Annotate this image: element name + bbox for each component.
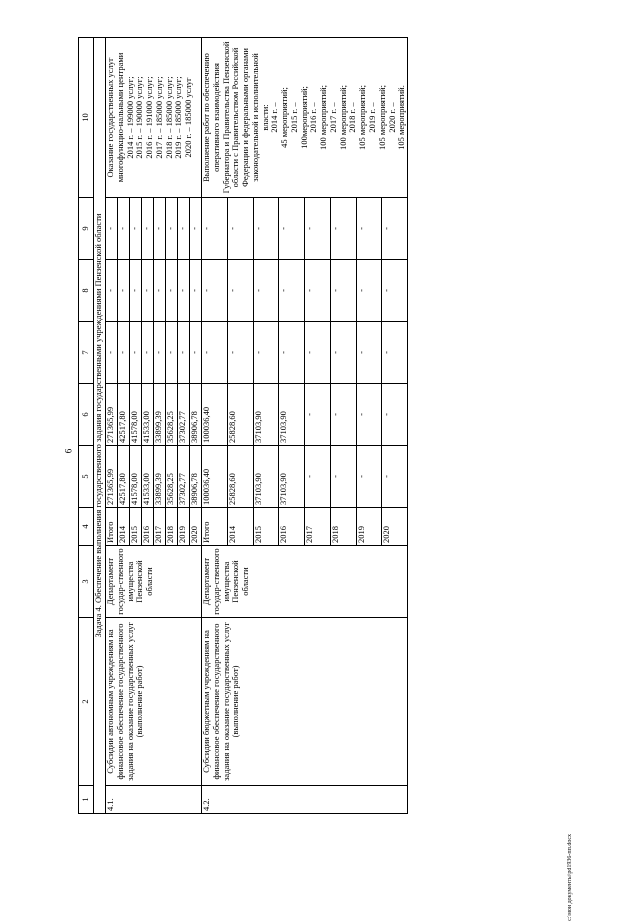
value-cell: - [154,322,166,384]
value-cell: - [330,446,356,508]
year-cell: 2016 [279,508,305,546]
year-cell: 2020 [382,508,408,546]
value-cell: - [382,384,408,446]
footer-file-path: c:\мои документы\pd1936-пп.docx [567,834,573,921]
value-cell: 100036,40 [202,446,228,508]
value-cell: 41533,00 [142,384,154,446]
value-cell: 42517,80 [118,446,130,508]
value-cell: - [142,322,154,384]
task-row [94,38,106,814]
value-cell: 37103,90 [279,446,305,508]
row-number: 4.2. [202,786,408,814]
value-cell: - [118,322,130,384]
value-cell: - [382,198,408,260]
value-cell: - [154,198,166,260]
value-cell: - [142,198,154,260]
value-cell: - [130,322,142,384]
value-cell: - [279,198,305,260]
value-cell: 25828,60 [227,384,253,446]
executor: Департамент государ-ственного имущества Пензенской области [106,546,202,618]
value-cell: - [166,198,178,260]
value-cell: 35628,25 [166,384,178,446]
value-cell: - [106,322,118,384]
value-cell: - [202,260,228,322]
value-cell: - [227,260,253,322]
value-cell: - [190,260,202,322]
value-cell: 33899,39 [154,384,166,446]
value-cell: 37103,90 [253,384,279,446]
header-cell: 9 [79,198,94,260]
value-cell: - [305,198,331,260]
year-cell: Итого [106,508,118,546]
table-row [202,38,228,814]
header-cell: 7 [79,322,94,384]
indicator: Оказание государственных услуг многофункцио-нальными центрами 2014 г. – 199000 услуг; 2015 г. – 190000 услуг; 2016 г. – 191000 услуг; 2017 г. – 185000 услуг; 2018 г. – 185000 услуг; 2019 г. – 185000 услуг; 2020 г. – 185000 услуг [106,38,202,198]
value-cell: - [130,198,142,260]
row-number: 4.1. [106,786,202,814]
year-cell: 2018 [166,508,178,546]
program-table [78,37,408,814]
value-cell: - [356,322,382,384]
value-cell: - [118,260,130,322]
header-cell: 2 [79,618,94,786]
value-cell: - [190,198,202,260]
task-title: Задача 4. Обеспечение выполнения государственного задания государственными учреждениями Пензенской области [94,38,106,814]
year-cell: 2019 [178,508,190,546]
year-cell: 2017 [305,508,331,546]
value-cell: - [279,260,305,322]
year-cell: 2014 [227,508,253,546]
header-cell: 8 [79,260,94,322]
value-cell: - [356,384,382,446]
value-cell: 33899,39 [154,446,166,508]
year-cell: 2018 [330,508,356,546]
header-cell: 3 [79,546,94,618]
value-cell: - [178,322,190,384]
measure-name: Субсидии бюджетным учреждениям на финансовое обеспечение государственного задания на оказание государственных услуг (выполнение работ) [202,618,408,786]
value-cell: 41578,00 [130,384,142,446]
header-row [79,38,94,814]
value-cell: 37103,90 [253,446,279,508]
value-cell: 38906,78 [190,384,202,446]
year-cell: 2014 [118,508,130,546]
value-cell: 38906,78 [190,446,202,508]
year-cell: 2017 [154,508,166,546]
header-cell: 6 [79,384,94,446]
value-cell: - [305,260,331,322]
value-cell: - [279,322,305,384]
value-cell: - [253,322,279,384]
value-cell: - [227,322,253,384]
header-cell: 1 [79,786,94,814]
value-cell: - [202,198,228,260]
page-number: 6 [63,448,74,454]
value-cell: - [190,322,202,384]
value-cell: - [330,322,356,384]
value-cell: - [382,260,408,322]
value-cell: - [305,322,331,384]
header-cell: 10 [79,38,94,198]
value-cell: 42517,80 [118,384,130,446]
measure-name: Субсидии автономным учреждениям на финансовое обеспечение государственного задания на оказание государственных услуг (выполнение работ) [106,618,202,786]
value-cell: - [178,260,190,322]
value-cell: - [106,198,118,260]
value-cell: 37103,90 [279,384,305,446]
year-cell: 2019 [356,508,382,546]
value-cell: 41578,00 [130,446,142,508]
rotated-sheet [78,38,594,814]
value-cell: - [305,446,331,508]
indicator: Выполнение работ по обеспечению оперативного взаимодействия Губернатора и Правительства Пензенской области с Правительством Российской Федерации и федеральными органами законодательной и исполнительной власти: 2014 г. – 45 мероприятий; 2015 г. – 100мероприятий; 2016 г. – 100 мероприятий; 2017 г. – 100 мероприятий; 2018 г. – 105 мероприятий; 2019 г. – 105 мероприятий; 2020 г. – 105 мероприятий. [202,38,408,198]
value-cell: - [356,198,382,260]
value-cell: - [166,322,178,384]
value-cell: - [130,260,142,322]
program-table-container [78,38,594,814]
value-cell: - [142,260,154,322]
executor: Департамент государ-ственного имущества Пензенской области [202,546,408,618]
value-cell: - [202,322,228,384]
value-cell: - [330,384,356,446]
year-cell: 2015 [130,508,142,546]
value-cell: 37302,77 [178,384,190,446]
value-cell: - [382,446,408,508]
value-cell: 37302,77 [178,446,190,508]
value-cell: 271365,99 [106,446,118,508]
value-cell: - [356,446,382,508]
value-cell: 35628,25 [166,446,178,508]
value-cell: - [330,260,356,322]
value-cell: - [253,198,279,260]
value-cell: - [166,260,178,322]
header-cell: 5 [79,446,94,508]
value-cell: - [178,198,190,260]
header-cell: 4 [79,508,94,546]
table-row [106,38,118,814]
value-cell: - [330,198,356,260]
value-cell: 100036,40 [202,384,228,446]
value-cell: - [356,260,382,322]
value-cell: 41533,00 [142,446,154,508]
value-cell: - [118,198,130,260]
value-cell: 271365,99 [106,384,118,446]
year-cell: 2016 [142,508,154,546]
value-cell: - [253,260,279,322]
value-cell: 25828,60 [227,446,253,508]
year-cell: Итого [202,508,228,546]
value-cell: - [154,260,166,322]
value-cell: - [106,260,118,322]
year-cell: 2020 [190,508,202,546]
value-cell: - [382,322,408,384]
value-cell: - [227,198,253,260]
year-cell: 2015 [253,508,279,546]
value-cell: - [305,384,331,446]
